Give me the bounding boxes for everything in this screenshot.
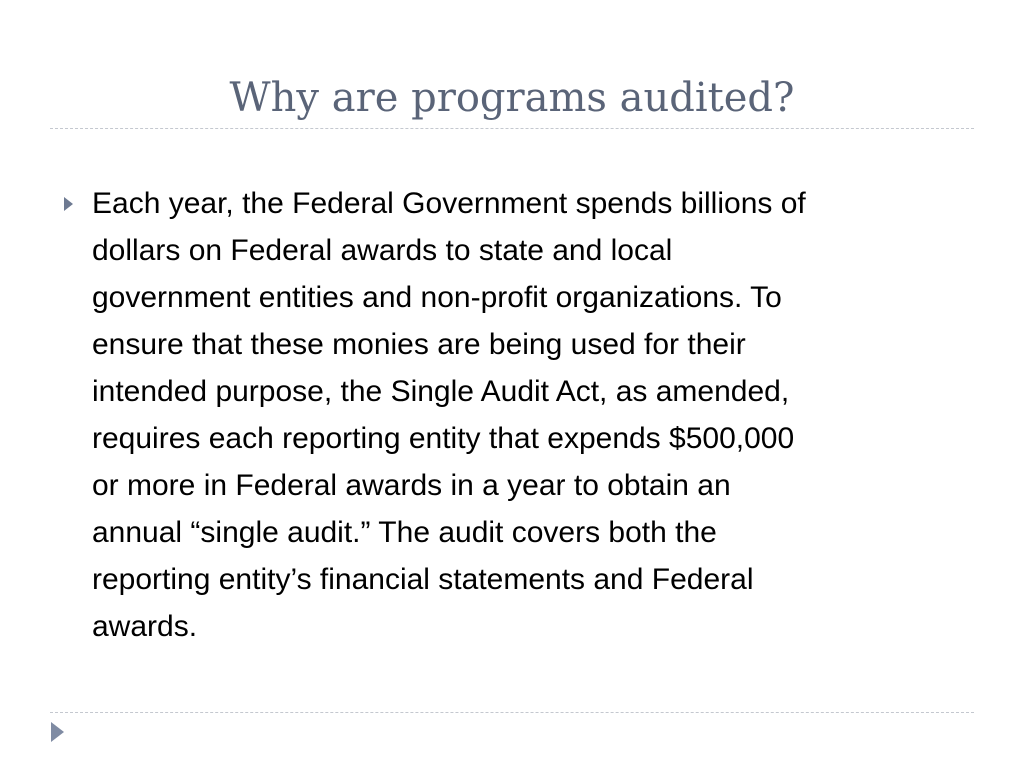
title-divider <box>50 128 974 129</box>
list-item <box>62 180 962 650</box>
bullet-text: Each year, the Federal Government spends billions of dollars on Federal awards to state and local government entities and non-profit organizations. To ensure that these monies are being used for their intended purpose, the Single Audit Act, as amended, requires each reporting entity that expends $500,000 or more in Federal awards in a year to obtain an annual “single audit.” The audit covers both the reporting entity’s financial statements and Federal awards. <box>92 187 806 643</box>
bullet-list <box>62 180 962 650</box>
play-arrow-icon[interactable] <box>51 722 64 742</box>
slide-title: Why are programs audited? <box>229 75 795 121</box>
footer-divider <box>50 712 974 713</box>
triangle-bullet-icon <box>64 197 73 211</box>
